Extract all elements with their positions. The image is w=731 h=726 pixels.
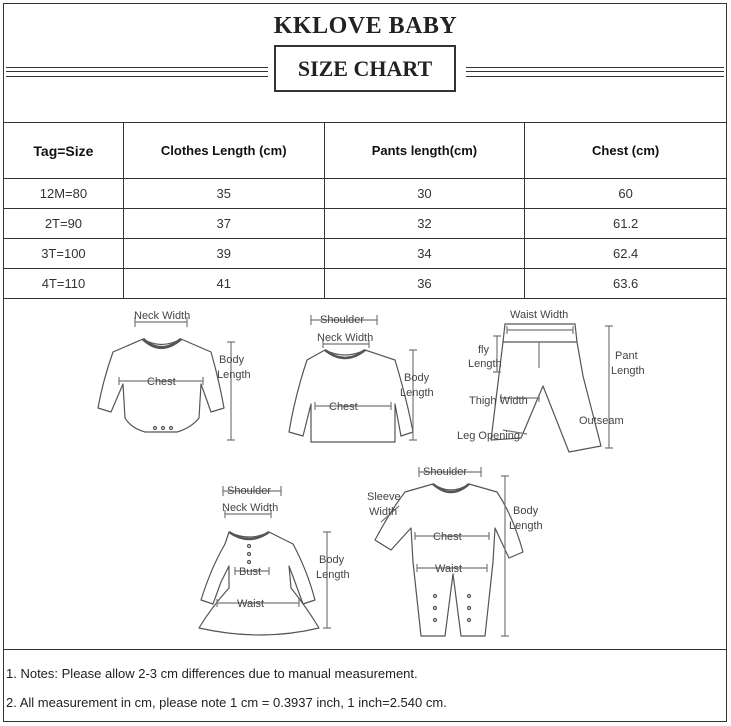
dress-waist-label: Waist xyxy=(237,598,265,610)
pants-pant-label: Pant xyxy=(615,350,638,362)
table-cell: 35 xyxy=(123,179,324,209)
dress-body-label: Body xyxy=(319,554,345,566)
pants-waist-label: Waist Width xyxy=(510,309,569,321)
table-cell: 30 xyxy=(324,179,525,209)
tshirt-body-label: Body xyxy=(404,372,430,384)
brand-title: KKLOVE BABY xyxy=(273,13,458,39)
measurement-diagram xyxy=(3,300,727,649)
dress-neck-label: Neck Width xyxy=(222,502,279,514)
table-cell: 32 xyxy=(324,209,525,239)
pants-thigh-label: Thigh Width xyxy=(469,395,528,407)
tshirt-length-label: Length xyxy=(400,387,434,399)
right-rule-divider xyxy=(466,67,724,77)
left-rule-divider xyxy=(6,67,268,77)
table-cell: 4T=110 xyxy=(4,269,124,299)
dress-bust-label: Bust xyxy=(239,566,262,578)
table-row xyxy=(4,239,727,269)
table-cell: 60 xyxy=(525,179,727,209)
table-cell: 41 xyxy=(123,269,324,299)
size-table xyxy=(3,122,727,299)
bodysuit-body-label: Body xyxy=(219,354,245,366)
note-line: 1. Notes: Please allow 2-3 cm differences due to manual measurement. xyxy=(6,666,418,681)
table-cell: 3T=100 xyxy=(4,239,124,269)
notes-section xyxy=(3,649,727,723)
size-chart-title: SIZE CHART xyxy=(274,45,456,92)
romper-sleeve-width-label: Width xyxy=(369,506,398,518)
pants-fly-length-label: Length xyxy=(468,358,502,370)
table-cell: 62.4 xyxy=(525,239,727,269)
table-cell: 12M=80 xyxy=(4,179,124,209)
column-header: Pants length(cm) xyxy=(324,123,525,179)
dress-length-label: Length xyxy=(316,569,350,581)
table-cell: 39 xyxy=(123,239,324,269)
romper-chest-label: Chest xyxy=(433,531,462,543)
tshirt-neck-label: Neck Width xyxy=(317,332,374,344)
table-row xyxy=(4,209,727,239)
column-header: Clothes Length (cm) xyxy=(123,123,324,179)
note-line: 2. All measurement in cm, please note 1 cm = 0.3937 inch, 1 inch=2.540 cm. xyxy=(6,695,447,710)
dress-shoulder-label: Shoulder xyxy=(227,485,272,497)
bodysuit-length-label: Length xyxy=(217,369,251,381)
table-cell: 34 xyxy=(324,239,525,269)
pants-fly-label: fly xyxy=(478,344,489,356)
table-row xyxy=(4,179,727,209)
column-header: Chest (cm) xyxy=(525,123,727,179)
tshirt-chest-label: Chest xyxy=(329,401,358,413)
table-cell: 61.2 xyxy=(525,209,727,239)
romper-sleeve-label: Sleeve xyxy=(367,491,401,503)
pants-outseam-label: Outseam xyxy=(579,415,624,427)
table-cell: 2T=90 xyxy=(4,209,124,239)
romper-waist-label: Waist xyxy=(435,563,463,575)
table-row xyxy=(4,269,727,299)
bodysuit-neck-label: Neck Width xyxy=(134,310,191,322)
pants-leg-label: Leg Opening xyxy=(457,430,520,442)
bodysuit-chest-label: Chest xyxy=(147,376,176,388)
table-cell: 36 xyxy=(324,269,525,299)
table-header-row xyxy=(4,123,727,179)
column-header: Tag=Size xyxy=(4,123,124,179)
table-cell: 37 xyxy=(123,209,324,239)
tshirt-shoulder-label: Shoulder xyxy=(320,314,365,326)
romper-body-label: Body xyxy=(513,505,539,517)
table-cell: 63.6 xyxy=(525,269,727,299)
romper-shoulder-label: Shoulder xyxy=(423,466,468,478)
pants-pant-length-label: Length xyxy=(611,365,645,377)
romper-length-label: Length xyxy=(509,520,543,532)
